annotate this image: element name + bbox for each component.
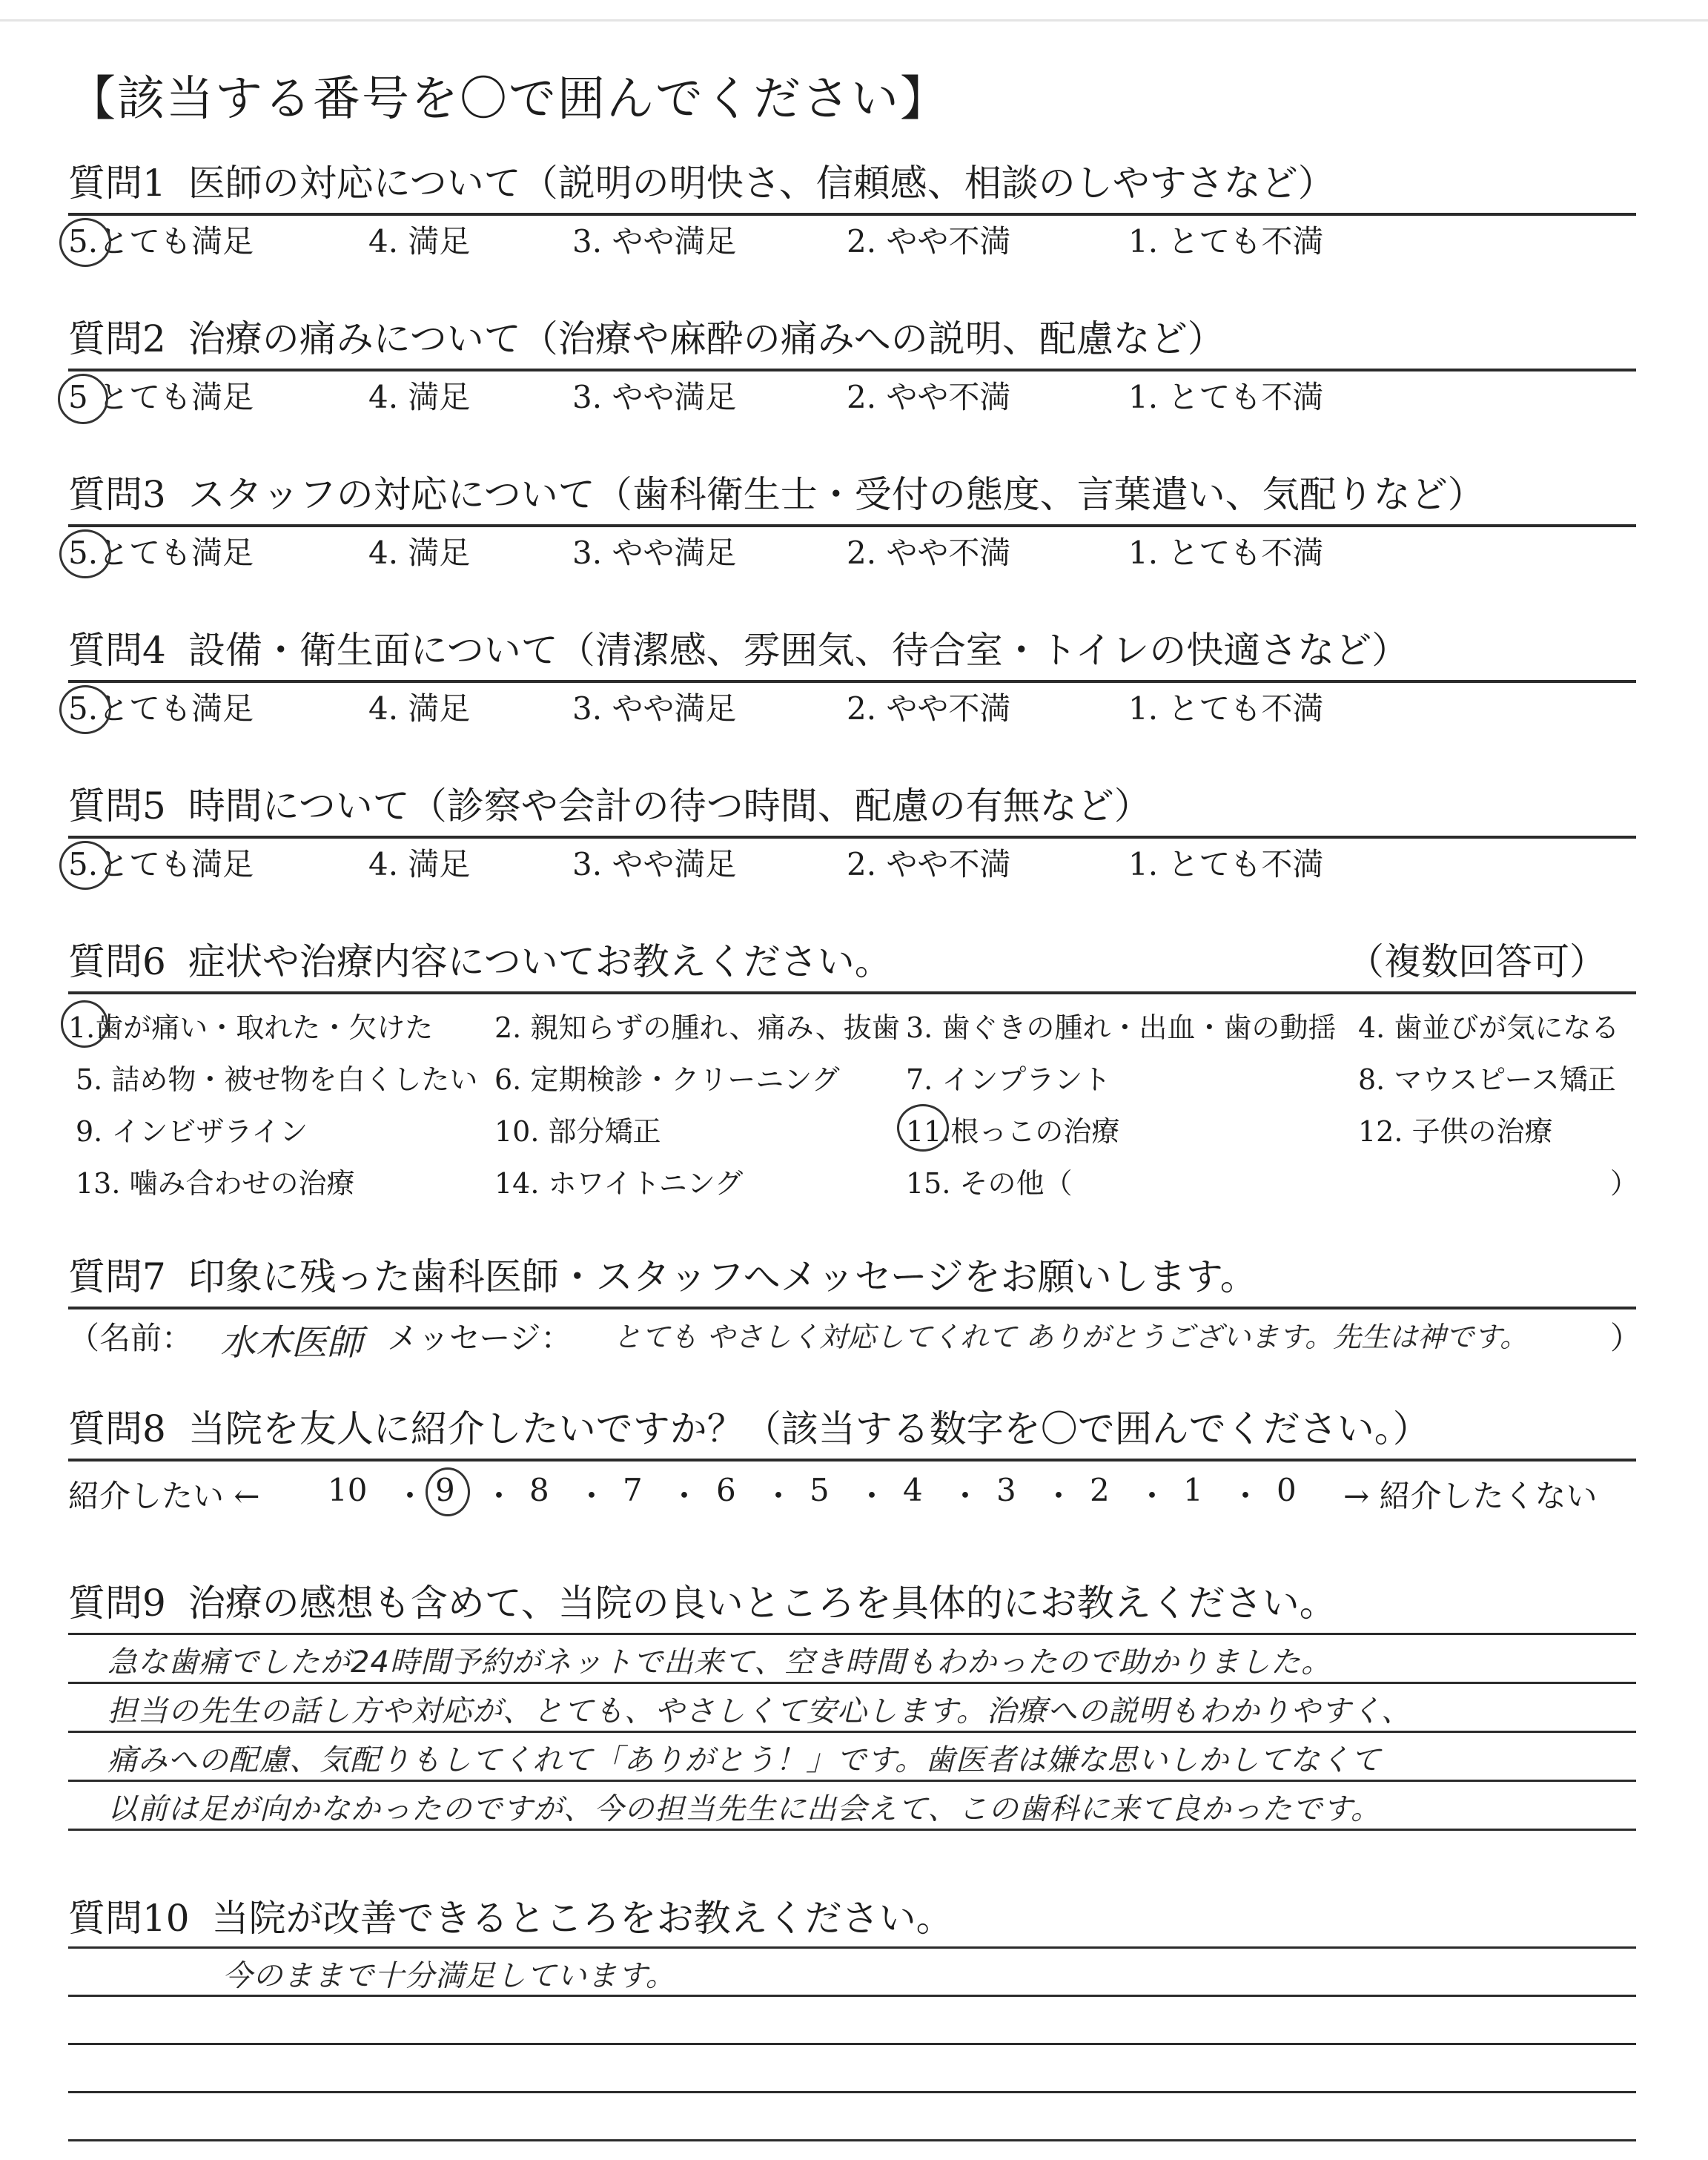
q8-right-label: → 紹介したくない <box>1343 1478 1598 1514</box>
question-5-label: 質問5 <box>68 785 166 828</box>
q8-dot: ・ <box>1136 1478 1168 1514</box>
q1-option-2[interactable]: 2. やや不満 <box>847 223 1011 260</box>
q8-score-1[interactable]: 1 <box>1183 1472 1203 1508</box>
q3-option-3[interactable]: 3. やや満足 <box>572 535 737 571</box>
q8-score-3[interactable]: 3 <box>996 1472 1016 1508</box>
q8-dot: ・ <box>576 1478 608 1514</box>
q3-option-1[interactable]: 1. とても不満 <box>1128 535 1324 571</box>
q6-item-13[interactable]: 13. 噛み合わせの治療 <box>76 1167 355 1200</box>
question-9-label: 質問9 <box>68 1582 166 1625</box>
q10-rule-1 <box>68 1946 1636 1949</box>
question-10 <box>68 1895 1636 1942</box>
question-1-rule <box>68 213 1636 216</box>
q8-dot: ・ <box>856 1478 888 1514</box>
q5-option-1[interactable]: 1. とても不満 <box>1128 846 1324 882</box>
question-8-label: 質問8 <box>68 1407 166 1450</box>
question-1 <box>68 159 1636 260</box>
question-6-text: 症状や治療内容についてお教えください。 <box>188 940 892 983</box>
q5-option-2[interactable]: 2. やや不満 <box>847 846 1011 882</box>
q8-score-10[interactable]: 10 <box>328 1472 368 1508</box>
q10-rule-5 <box>68 2139 1636 2141</box>
question-10-text: 当院が改善できるところをお教えください。 <box>211 1897 953 1940</box>
q4-selection-circle <box>59 685 111 734</box>
question-5-rule <box>68 836 1636 839</box>
q2-selection-circle <box>58 374 108 424</box>
q6-item-15[interactable]: 15. その他（ <box>906 1167 1073 1200</box>
q6-item-4[interactable]: 4. 歯並びが気になる <box>1358 1011 1620 1044</box>
q3-option-2[interactable]: 2. やや不満 <box>847 535 1011 571</box>
page-title: 【該当する番号を〇で囲んでください】 <box>68 72 949 127</box>
question-3 <box>68 471 1636 571</box>
page-top-edge <box>0 19 1708 22</box>
q6-item-9[interactable]: 9. インビザライン <box>76 1115 308 1148</box>
q8-score-6[interactable]: 6 <box>716 1472 736 1508</box>
q7-name-label: （名前： <box>68 1320 193 1356</box>
q1-selection-circle <box>59 218 111 267</box>
q2-option-5[interactable]: 5 とても満足 <box>68 379 254 415</box>
q6-other-close: ） <box>1610 1167 1639 1200</box>
q5-option-5[interactable]: 5.とても満足 <box>68 846 254 882</box>
q6-item-12[interactable]: 12. 子供の治療 <box>1358 1115 1553 1148</box>
q10-answer-line-1[interactable]: 今のままで十分満足しています。 <box>222 1959 676 1993</box>
q6-item-10[interactable]: 10. 部分矯正 <box>494 1115 661 1148</box>
question-8-text: 当院を友人に紹介したいですか？（該当する数字を〇で囲んでください。） <box>188 1407 1430 1450</box>
q8-score-9[interactable]: 9 <box>435 1472 455 1508</box>
q9-rule-2 <box>68 1682 1636 1684</box>
q2-option-3[interactable]: 3. やや満足 <box>572 379 737 415</box>
q9-answer-line-1[interactable]: 急な歯痛でしたが24時間予約がネットで出来て、空き時間もわかったので助かりました。 <box>107 1645 1332 1680</box>
q9-answer-line-4[interactable]: 以前は足が向かなかったのですが、今の担当先生に出会えて、この歯科に来て良かったです。 <box>107 1792 1381 1826</box>
q9-rule-4 <box>68 1780 1636 1782</box>
q4-option-2[interactable]: 2. やや不満 <box>847 690 1011 727</box>
q9-rule-5 <box>68 1829 1636 1831</box>
question-3-rule <box>68 524 1636 527</box>
question-2-label: 質問2 <box>68 317 166 360</box>
q6-item-14[interactable]: 14. ホワイトニング <box>494 1167 744 1200</box>
q4-option-3[interactable]: 3. やや満足 <box>572 690 737 727</box>
q8-dot: ・ <box>763 1478 795 1514</box>
question-2-text: 治療の痛みについて（治療や麻酔の痛みへの説明、配慮など） <box>188 317 1225 360</box>
q8-score-5[interactable]: 5 <box>810 1472 830 1508</box>
q9-answer-line-2[interactable]: 担当の先生の話し方や対応が、とても、やさしくて安心します。治療への説明もわかりやすく、 <box>107 1694 1411 1728</box>
q4-option-5[interactable]: 5.とても満足 <box>68 690 254 727</box>
q8-score-0[interactable]: 0 <box>1277 1472 1297 1508</box>
question-1-text: 医師の対応について（説明の明快さ、信頼感、相談のしやすさなど） <box>188 162 1335 205</box>
q4-option-4[interactable]: 4. 満足 <box>368 690 471 727</box>
q6-selection-circle-1 <box>61 1000 108 1048</box>
q2-option-2[interactable]: 2. やや不満 <box>847 379 1011 415</box>
question-6-label: 質問6 <box>68 940 166 983</box>
q6-item-3[interactable]: 3. 歯ぐきの腫れ・出血・歯の動揺 <box>906 1011 1337 1044</box>
q6-item-5[interactable]: 5. 詰め物・被せ物を白くしたい <box>76 1063 478 1096</box>
question-4 <box>68 627 1636 727</box>
q8-score-8[interactable]: 8 <box>529 1472 549 1508</box>
q7-message-value[interactable]: とても やさしく対応してくれて ありがとうございます。先生は神です。 <box>613 1321 1529 1353</box>
q1-option-1[interactable]: 1. とても不満 <box>1128 223 1324 260</box>
question-2 <box>68 315 1636 415</box>
question-6-rule <box>68 991 1636 994</box>
q8-dot: ・ <box>1230 1478 1262 1514</box>
q8-dot: ・ <box>669 1478 701 1514</box>
question-6-note: （複数回答可） <box>1347 940 1606 983</box>
question-6 <box>68 938 1639 1200</box>
question-10-label: 質問10 <box>68 1897 190 1940</box>
q8-dot: ・ <box>394 1478 426 1514</box>
q7-message-label: メッセージ： <box>387 1320 572 1356</box>
q7-name-value[interactable]: 水木医師 <box>220 1322 363 1364</box>
q10-rule-4 <box>68 2091 1636 2093</box>
q5-option-3[interactable]: 3. やや満足 <box>572 846 737 882</box>
question-8-rule <box>68 1459 1636 1462</box>
q8-dot: ・ <box>950 1478 982 1514</box>
q6-item-6[interactable]: 6. 定期検診・クリーニング <box>494 1063 840 1096</box>
q3-option-4[interactable]: 4. 満足 <box>368 535 471 571</box>
question-7-rule <box>68 1307 1636 1309</box>
q10-rule-3 <box>68 2043 1636 2045</box>
question-1-label: 質問1 <box>68 162 166 205</box>
question-5-text: 時間について（診察や会計の待つ時間、配慮の有無など） <box>188 785 1151 828</box>
q1-option-4[interactable]: 4. 満足 <box>368 223 471 260</box>
q8-selection-circle <box>426 1467 470 1516</box>
q9-rule-1 <box>68 1633 1636 1635</box>
q6-selection-circle-11 <box>897 1104 949 1152</box>
question-3-label: 質問3 <box>68 473 166 516</box>
question-4-text: 設備・衛生面について（清潔感、雰囲気、待合室・トイレの快適さなど） <box>188 629 1409 672</box>
q9-answer-line-3[interactable]: 痛みへの配慮、気配りもしてくれて「ありがとう！」です。歯医者は嫌な思いしかしてなくて <box>107 1743 1381 1777</box>
question-9 <box>68 1579 1636 1627</box>
question-7-text: 印象に残った歯科医師・スタッフへメッセージをお願いします。 <box>188 1255 1257 1298</box>
q8-left-label: 紹介したい ← <box>68 1478 260 1514</box>
question-4-rule <box>68 680 1636 683</box>
q7-close-paren: ） <box>1610 1320 1642 1356</box>
q9-rule-3 <box>68 1731 1636 1733</box>
q6-item-2[interactable]: 2. 親知らずの腫れ、痛み、抜歯 <box>494 1011 900 1044</box>
question-3-text: スタッフの対応について（歯科衛生士・受付の態度、言葉遣い、気配りなど） <box>188 473 1485 516</box>
q8-dot: ・ <box>1043 1478 1075 1514</box>
question-7-label: 質問7 <box>68 1255 166 1298</box>
question-7 <box>68 1253 1642 1364</box>
question-4-label: 質問4 <box>68 629 166 672</box>
q8-score-2[interactable]: 2 <box>1090 1472 1110 1508</box>
q3-option-5[interactable]: 5.とても満足 <box>68 535 254 571</box>
q1-option-5[interactable]: 5.とても満足 <box>68 223 254 260</box>
q8-score-7[interactable]: 7 <box>623 1472 643 1508</box>
q6-item-8[interactable]: 8. マウスピース矯正 <box>1358 1063 1616 1096</box>
q2-option-1[interactable]: 1. とても不満 <box>1128 379 1324 415</box>
q8-score-4[interactable]: 4 <box>903 1472 923 1508</box>
q4-option-1[interactable]: 1. とても不満 <box>1128 690 1324 727</box>
q6-item-7[interactable]: 7. インプラント <box>906 1063 1111 1096</box>
question-2-rule <box>68 369 1636 371</box>
q5-selection-circle <box>59 841 111 890</box>
q10-rule-2 <box>68 1995 1636 1997</box>
q6-item-11[interactable]: 11.根っこの治療 <box>906 1115 1120 1148</box>
question-9-text: 治療の感想も含めて、当院の良いところを具体的にお教えください。 <box>188 1582 1337 1625</box>
q5-option-4[interactable]: 4. 満足 <box>368 846 471 882</box>
q1-option-3[interactable]: 3. やや満足 <box>572 223 737 260</box>
question-5 <box>68 782 1636 882</box>
q2-option-4[interactable]: 4. 満足 <box>368 379 471 415</box>
q3-selection-circle <box>59 529 111 578</box>
q6-item-1[interactable]: 1.歯が痛い・取れた・欠けた <box>68 1011 434 1044</box>
q8-dot: ・ <box>483 1478 515 1514</box>
question-8 <box>68 1405 1636 1514</box>
